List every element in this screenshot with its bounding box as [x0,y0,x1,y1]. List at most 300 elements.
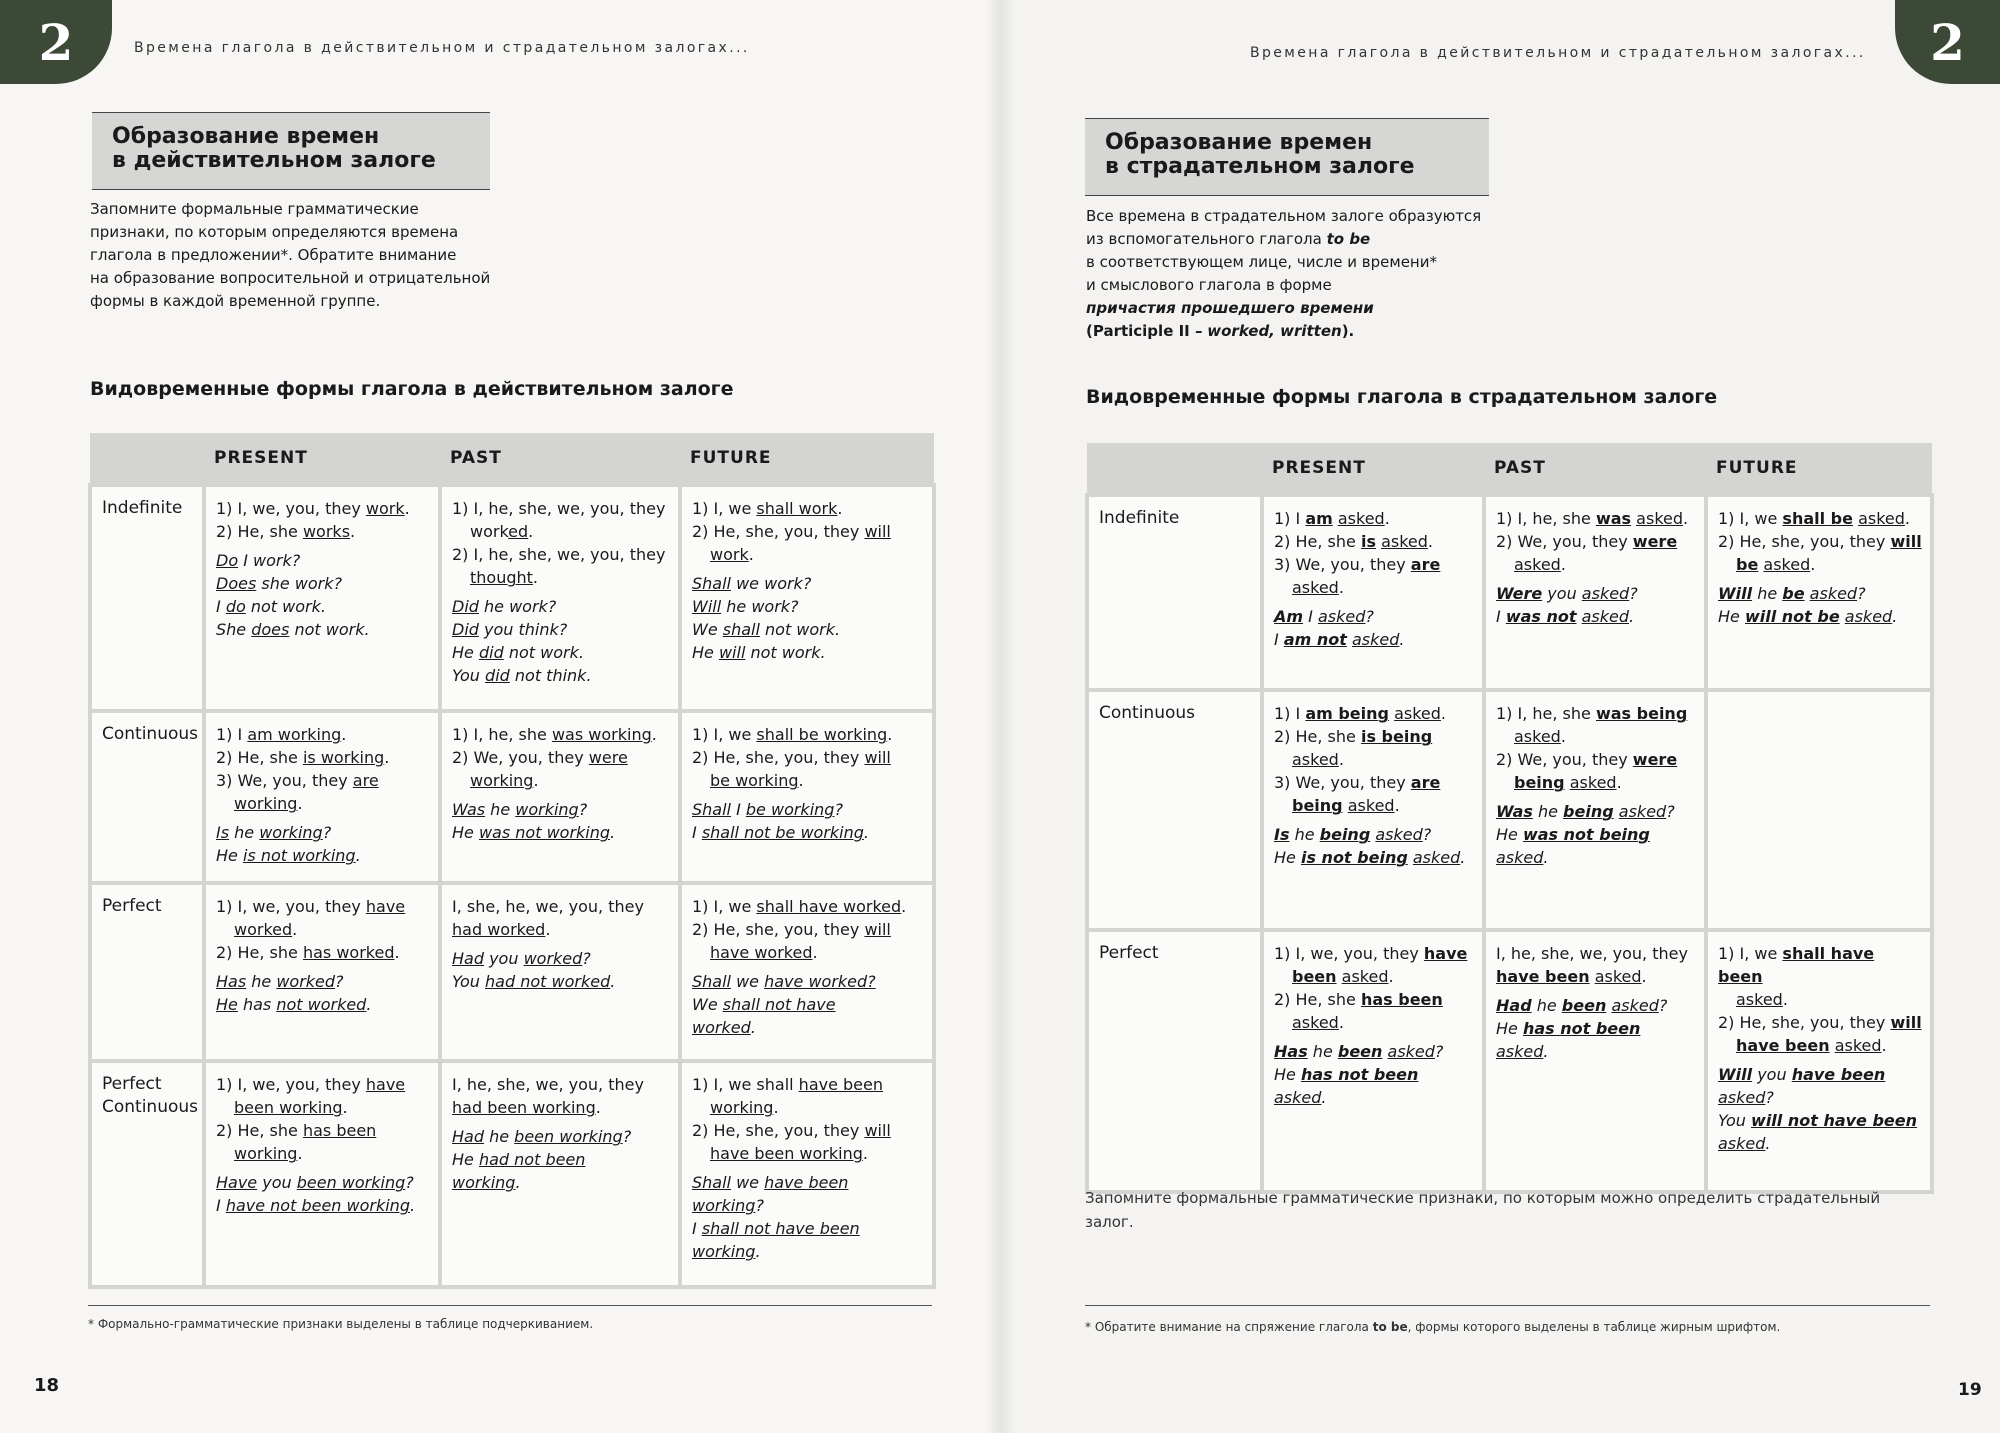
cell-line [452,1125,670,1148]
cell-line [1718,530,1922,553]
to-be-form: Is [1274,825,1290,844]
cell-line [1274,771,1474,794]
intro-close: ). [1341,322,1355,340]
grammar-marker: working [470,771,534,790]
cell-text: ? [582,949,591,968]
cell-text: 1) I, he, she, we, you, they [452,499,666,518]
cell-text: He [1496,1019,1523,1038]
cell-text: . [1384,509,1390,528]
cell-text: 2) He, she [216,748,303,767]
grammar-marker: asked [1496,848,1544,867]
cell-line [1718,1132,1922,1155]
cell-text: 1) I, we [1718,944,1783,963]
cell-text: He [1718,607,1745,626]
cell-line [1274,605,1474,628]
cell-line [1274,576,1474,599]
cell-text: 3) We, you, they [1274,555,1411,574]
footnote-text: * Обратите внимание на спряжение глагола [1085,1320,1369,1334]
grammar-marker: asked [1581,607,1630,626]
grammar-marker: shall not have been [701,1219,860,1238]
cell-text: 2) He, she, you, they [692,1121,865,1140]
to-be-form: am not [1283,630,1347,649]
to-be-form: being [1292,796,1343,815]
grammar-marker: worked [234,920,293,939]
row-label-indefinite: Indefinite [90,485,204,711]
cell-line [1274,530,1474,553]
grammar-marker: worked [276,972,336,991]
cell-text: 2) He, she [216,522,303,541]
cell-line [692,1142,924,1165]
cell-text: . [341,725,347,744]
chapter-number-badge: 2 [0,0,112,84]
to-be-form: have been [1496,967,1590,986]
cell-text: . [1440,704,1447,723]
to-be-form: has been [1360,990,1443,1009]
page-number: 18 [34,1375,60,1396]
footnote-divider [88,1305,932,1306]
to-be-form: be [1782,584,1805,603]
cell-text: . [297,1144,303,1163]
cell-line [216,618,430,641]
cell-line [692,993,924,1016]
cell-line [1496,748,1696,771]
cell-text: . [1881,1036,1887,1055]
grammar-marker: shall be working [756,725,888,744]
cell-line [692,543,924,566]
cell-line [452,947,670,970]
row-label-continuous: Continuous [1087,690,1262,930]
table-header-row [1087,443,1932,495]
running-head: Времена глагола в действительном и страдательном залогах... [134,40,750,56]
to-be-form: Had [1496,996,1532,1015]
table-row [1087,690,1932,930]
cell-text: 2) He, she [1274,990,1361,1009]
cell-text: he [1307,1042,1338,1061]
grammar-marker: work [710,545,749,564]
grammar-marker: working [234,794,298,813]
cell-line [692,1171,924,1194]
grammar-marker: working [515,800,579,819]
grammar-marker: work [365,499,405,518]
cell-line [452,543,670,566]
cell-line [216,895,430,918]
cell-line [216,549,430,572]
cell-text: 1) I, he, she [1496,509,1596,528]
grammar-marker: not worked [276,995,367,1014]
intro-line [1086,320,1506,343]
cell-text: ? [1434,1042,1444,1061]
cell-line [1718,1109,1922,1132]
intro-line: на образование вопросительной и отрицательной [90,269,491,287]
to-be-form: being [1563,802,1614,821]
grammar-marker: will [864,920,891,939]
cell-text: . [1460,848,1466,867]
table-row [1087,495,1932,690]
footnote [1085,1320,1780,1334]
cell-text: . [1629,607,1635,626]
cell-text: He [216,846,243,865]
cell-text: He [1274,848,1301,867]
cell-line [692,746,924,769]
grammar-marker: be working [710,771,799,790]
to-be-form: being [1514,773,1565,792]
table-heading: Видовременные формы глагола в страдательном залоге [1086,386,1718,408]
cell-text: She [216,620,252,639]
cell-line [692,895,924,918]
cell-text: 1) I, he, she [452,725,552,744]
to-be-form: were [1632,750,1678,769]
cell-line [692,941,924,964]
cell-text: . [901,897,907,916]
cell-line [452,566,670,589]
cell-text: 2) He, she, you, they [1718,532,1891,551]
cell-line [452,970,670,993]
cell-text: . [595,1098,601,1117]
cell-line [216,595,430,618]
cell-text: . [1765,1134,1771,1153]
cell-text: . [863,823,869,842]
cell-text: . [1782,990,1788,1009]
grammar-marker: have [365,897,406,916]
grammar-marker: asked [1618,802,1667,821]
cell-line [692,918,924,941]
grammar-marker: asked [1514,555,1561,574]
to-be-form: Was [1496,802,1533,821]
header-future: FUTURE [1706,443,1932,495]
cell-line [1718,1086,1922,1109]
cell-text: we work? [731,574,812,593]
cell-text: . [528,522,534,541]
cell-text: He [692,643,719,662]
to-be-form: Am [1274,607,1304,626]
grammar-marker: asked [1347,796,1395,815]
cell-text: 1) I [1274,704,1306,723]
grammar-marker: asked [1718,1088,1766,1107]
cell-text: ? [1422,825,1432,844]
cell [440,711,680,883]
grammar-marker: asked [1292,578,1339,597]
grammar-marker: did [485,666,510,685]
cell-line [692,1016,924,1039]
cell-line [452,1171,670,1194]
grammar-marker: will [864,1121,891,1140]
grammar-marker: am working [247,725,342,744]
chapter-number-badge: 2 [1895,0,2000,84]
grammar-marker: Does [216,574,257,593]
grammar-marker: asked [1274,1088,1322,1107]
grammar-marker: have been [764,1173,849,1192]
grammar-marker: were [588,748,628,767]
to-be-form: are [1410,555,1441,574]
cell-text: he [246,972,277,991]
cell-text: I work? [238,551,301,570]
cell-line [216,844,430,867]
cell-line [452,664,670,687]
cell-text: we [731,972,765,991]
title-line-1: Образование времен [1105,130,1373,155]
cell-text: 1) I [1274,509,1306,528]
grammar-marker: asked [1292,750,1339,769]
cell-line [452,497,670,520]
grammar-marker: shall [722,620,760,639]
cell-text: . [748,545,754,564]
grammar-marker: have worked? [764,972,876,991]
cell-text: . [394,943,400,962]
cell-text: 2) He, she, you, they [692,522,865,541]
cell-text: has [237,995,277,1014]
cell-line [1274,553,1474,576]
cell-text: 1) I, he, she [1496,704,1596,723]
cell-line [452,918,670,941]
cell-text: 1) I, we, you, they [216,1075,366,1094]
title-line-2: в страдательном залоге [1105,154,1415,179]
cell-text: . [610,972,616,991]
cell-line [452,641,670,664]
grammar-marker: working [259,823,323,842]
cell-line [692,497,924,520]
grammar-marker: had not worked [485,972,611,991]
cell-text: he work? [721,597,799,616]
cell-line [1496,994,1696,1017]
table-heading: Видовременные формы глагола в действительном залоге [90,378,734,400]
cell-text: . [1641,967,1647,986]
table-row [1087,930,1932,1192]
grammar-marker: is not working [242,846,356,865]
header-corner [90,433,204,485]
cell-text: he [229,823,260,842]
intro-line: в соответствующем лице, числе и времени* [1086,253,1437,271]
cell-text: not work. [245,597,326,616]
cell-line [1718,582,1922,605]
intro-line: Запомните формальные грамматические [90,200,419,218]
cell [680,883,934,1061]
row-label-perfect: Perfect [90,883,204,1061]
grammar-marker: asked [1611,996,1659,1015]
cell-line [216,970,430,993]
cell-line [1274,965,1474,988]
to-be-form: Were [1496,584,1543,603]
grammar-marker: Will [692,597,722,616]
cell-text: not work. [289,620,370,639]
grammar-marker: asked [1581,584,1630,603]
cell-line [216,941,430,964]
to-be-form: am being [1305,704,1389,723]
grammar-marker: do [225,597,246,616]
cell-text: I, she, he, we, you, they [452,897,644,916]
cell-line [452,1073,670,1096]
footnote-text: , формы которого выделены в таблице жирным шрифтом. [1407,1320,1781,1334]
grammar-marker: asked [1809,584,1858,603]
to-be-form: have been [1736,1036,1830,1055]
cell-line [1496,725,1696,748]
grammar-marker: shall have worked [756,897,902,916]
grammar-marker: asked [1381,532,1428,551]
cell-line [452,821,670,844]
cell-line [216,520,430,543]
table-row [90,883,934,1061]
cell-text: ? [1365,607,1374,626]
cell-text: not think. [509,666,592,685]
grammar-marker: shall not be working [701,823,864,842]
intro-text [90,198,510,313]
cell-line [1274,823,1474,846]
cell-text: . [409,1196,416,1215]
intro-line: признаки, по которым определяются времена [90,223,459,241]
cell-line [452,520,670,543]
grammar-marker: have not been working [225,1196,410,1215]
grammar-marker: will [864,522,891,541]
grammar-marker: Was [452,800,486,819]
to-be-form: was not [1505,607,1577,626]
cell-line [216,1073,430,1096]
grammar-marker: had been working [452,1098,596,1117]
cell-text: . [837,499,843,518]
cell-line [1274,725,1474,748]
cell-line [692,1096,924,1119]
cell-text: I [731,800,746,819]
intro-line [1086,228,1506,251]
grammar-marker: is working [302,748,385,767]
cell-text: I [692,1219,702,1238]
cell [1262,690,1484,930]
grammar-marker: Shall [692,800,731,819]
cell-line [1496,823,1696,869]
grammar-marker: working [710,1098,774,1117]
to-be-form: am [1305,509,1333,528]
cell-text: ? [834,800,843,819]
grammar-marker: be working [745,800,835,819]
intro-emphasis: to be [1326,230,1371,248]
cell-line [692,595,924,618]
cell-text: . [297,794,303,813]
cell-line [1718,1011,1922,1034]
intro-participle: (Participle II – [1086,322,1203,340]
cell-line [1718,1063,1922,1086]
cell-text: He [452,823,479,842]
cell-text: 1) I [216,725,248,744]
cell-line [452,723,670,746]
cell-line [1274,988,1474,1011]
page-number: 19 [1958,1380,1982,1400]
grammar-marker: asked [1412,848,1461,867]
grammar-marker: Shall [692,1173,731,1192]
grammar-marker: was not working [478,823,611,842]
intro-emphasis: worked, written [1207,322,1342,340]
cell [680,485,934,711]
cell-text: not work. [745,643,826,662]
cell [680,711,934,883]
cell-text: you [257,1173,297,1192]
cell-text: 1) I, we, you, they [1274,944,1424,963]
after-table-note: Запомните формальные грамматические признаки, по которым можно определить страдательный залог. [1085,1189,1881,1231]
footnote: * Формально-грамматические признаки выделены в таблице подчеркиванием. [88,1317,594,1331]
header-past: PAST [440,433,680,485]
cell-line [1496,965,1696,988]
footnote-emphasis: to be [1372,1320,1408,1334]
grammar-marker: works [302,522,351,541]
grammar-marker: asked [1636,509,1684,528]
cell-line [216,746,430,769]
cell-text: 2) He, she, you, they [1718,1013,1891,1032]
cell-text: he [1752,584,1783,603]
title-line-2: в действительном залоге [112,148,436,173]
cell-line [1496,771,1696,794]
cell-line [1274,628,1474,651]
cell-line [1496,507,1696,530]
cell-text: 2) He, she [216,943,303,962]
cell-text: ? [1857,584,1866,603]
cell-text: . [887,725,893,744]
cell-line [216,993,430,1016]
cell-text: you think? [478,620,568,639]
intro-line: Все времена в страдательном залоге образуются [1086,207,1482,225]
grammar-marker: had not been [478,1150,586,1169]
cell-line [216,792,430,815]
cell-line [216,572,430,595]
to-be-form: is [1360,532,1376,551]
to-be-form: have been [1791,1065,1886,1084]
cell-text: I, he, she, we, you, they [1496,944,1688,963]
intro-emphasis: причастия прошедшего времени [1086,299,1374,317]
cell-text: I [1496,607,1506,626]
cell-line [452,746,670,769]
grammar-marker: asked [1375,825,1423,844]
grammar-marker: asked [1858,509,1905,528]
cell-text: ? [1765,1088,1774,1107]
cell-line [1274,1040,1474,1063]
cell-text: . [1399,630,1405,649]
cell-line [452,618,670,641]
to-be-form: will not have been [1751,1111,1918,1130]
grammar-marker: had worked [452,920,546,939]
cell [1484,930,1706,1192]
grammar-marker: will [718,643,746,662]
cell [204,485,440,711]
cell-line [452,769,670,792]
cell-text: ? [1629,584,1638,603]
cell-line [1274,507,1474,530]
header-present: PRESENT [1262,443,1484,495]
cell-line [692,1217,924,1240]
to-be-form: was not being [1522,825,1650,844]
cell-line [1718,942,1922,988]
row-label-continuous: Continuous [90,711,204,883]
grammar-marker: asked [1834,1036,1882,1055]
title-line-1: Образование времен [112,124,380,149]
grammar-marker: has been [302,1121,377,1140]
cell-text: 2) We, you, they [1496,532,1633,551]
grammar-marker: He [216,995,238,1014]
cell-line [1496,800,1696,823]
table-row [90,711,934,883]
to-be-form: being [1319,825,1371,844]
cell-line [692,572,924,595]
cell-text: . [1560,555,1566,574]
cell-text: he [484,1127,515,1146]
grammar-marker: have worked [710,943,813,962]
to-be-form: been [1337,1042,1383,1061]
grammar-marker: worked [692,1018,751,1037]
grammar-marker: does [251,620,290,639]
grammar-marker: Did [452,620,479,639]
cell-line [1274,702,1474,725]
cell-line [1496,1017,1696,1063]
cell-text: we [731,1173,765,1192]
footnote-divider [1085,1305,1930,1306]
grammar-marker: working [692,1242,756,1261]
cell-text: We [692,620,723,639]
grammar-marker: Have [216,1173,258,1192]
